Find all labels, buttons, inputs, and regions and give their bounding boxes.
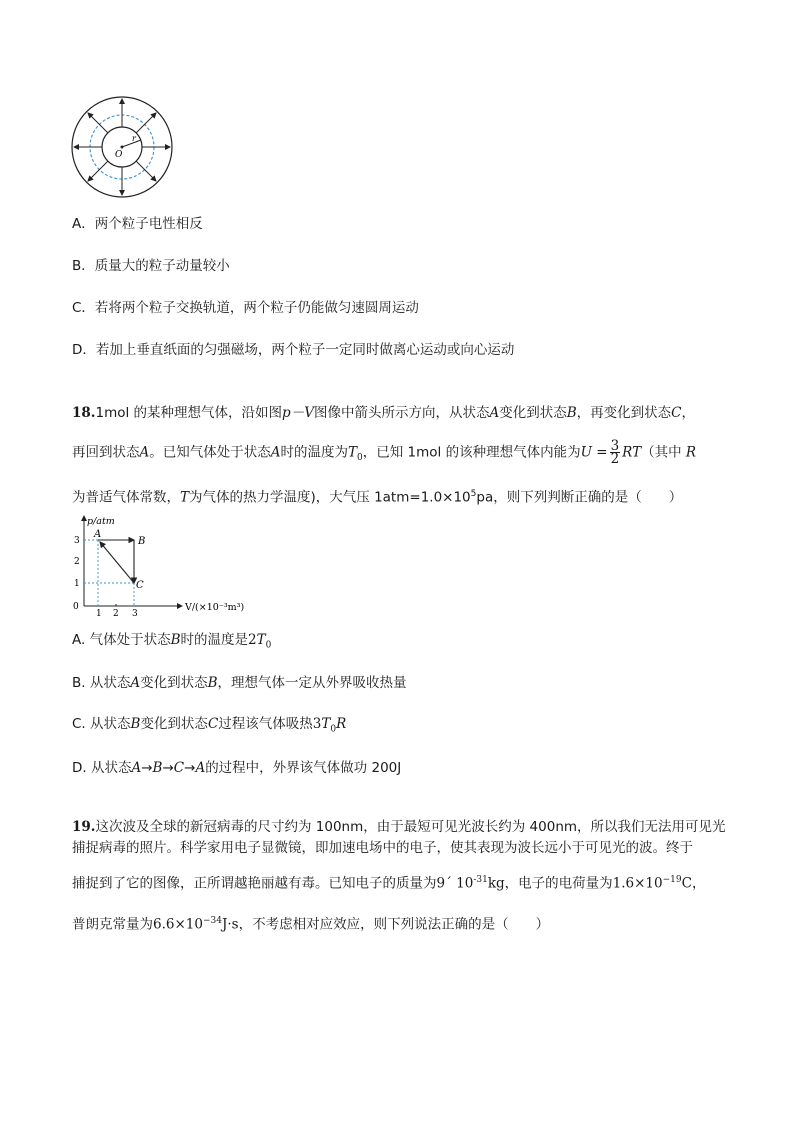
pv-graph xyxy=(70,512,260,617)
q18-option-d: D. 从状态A→B→C→A的过程中，外界该气体做功 200J xyxy=(72,760,402,776)
point-c-label: C xyxy=(136,580,144,591)
q17-option-c: C．若将两个粒子交换轨道，两个粒子仍能做匀速圆周运动 xyxy=(72,300,419,316)
x-tick-3: 3 xyxy=(132,609,138,617)
q18-line-3: 为普适气体常数，T为气体的热力学温度)，大气压 $1atm=1.0\times 10^5pa$，则下列判断正确的是（ ） xyxy=(72,489,683,506)
q19-line-3: 捕捉到了它的图像，正所谓越艳丽越有毒。已知电子的质量为9´ $10^{-31}kg$，电子的电荷量为$1.6\times 10^{-19}C$， xyxy=(72,875,706,892)
point-b-label: B xyxy=(138,536,146,547)
y-tick-1: 1 xyxy=(74,579,80,589)
x-tick-2: 2 xyxy=(113,609,119,617)
point-a-label: A xyxy=(94,529,102,540)
q18-option-a: A. 气体处于状态B时的温度是$2T_0$ xyxy=(72,632,272,651)
q19-line-4: 普朗克常量为$6.6\times 10^{-34}J\cdot s$，不考虑相对应效应，则下列说法正确的是（ ） xyxy=(72,916,550,933)
q18-option-c: C. 从状态B变化到状态C过程该气体吸热$3T_0R$ xyxy=(72,716,347,735)
x-axis-label: V/(×10⁻³m³) xyxy=(185,602,245,613)
y-tick-3: 3 xyxy=(74,536,80,546)
x-tick-1: 1 xyxy=(96,609,102,617)
q19-line-1: 19.这次波及全球的新冠病毒的尺寸约为 100nm，由于最短可见光波长约为 400nm，所以我们无法用可见光 xyxy=(72,819,726,835)
q18-line-2: 再回到状态A。已知气体处于状态A时的温度为$T_0$，已知 1mol 的该种理想气体内能为U = $\frac{3}{2}$ RT（其中 R xyxy=(72,438,697,467)
q18-option-b: B. 从状态A变化到状态B，理想气体一定从外界吸收热量 xyxy=(72,675,407,691)
q18-line-1: 18.1mol 的某种理想气体，沿如图p－V图像中箭头所示方向，从状态A变化到状态B，再变化到状态C， xyxy=(72,405,695,421)
q17-option-a: A．两个粒子电性相反 xyxy=(72,216,203,232)
q18-number: 18. xyxy=(72,405,96,421)
origin-label: 0 xyxy=(73,602,79,612)
process-c-to-a xyxy=(100,542,134,583)
q17-option-b: B．质量大的粒子动量较小 xyxy=(72,258,230,274)
radius-label: r xyxy=(132,134,136,143)
y-axis-label: p/atm xyxy=(87,516,115,527)
y-tick-2: 2 xyxy=(74,557,80,567)
q19-line-2: 捕捉病毒的照片。科学家用电子显微镜，即加速电场中的电子，使其表现为波长远小于可见光的波。终于 xyxy=(72,840,693,856)
q19-number: 19. xyxy=(72,819,96,835)
center-label: O xyxy=(115,150,123,160)
q17-option-d: D．若加上垂直纸面的匀强磁场，两个粒子一定同时做离心运动或向心运动 xyxy=(72,342,515,358)
fraction-3-2: $\frac{3}{2}$ xyxy=(610,438,620,467)
particle-orbit-figure xyxy=(70,95,180,205)
